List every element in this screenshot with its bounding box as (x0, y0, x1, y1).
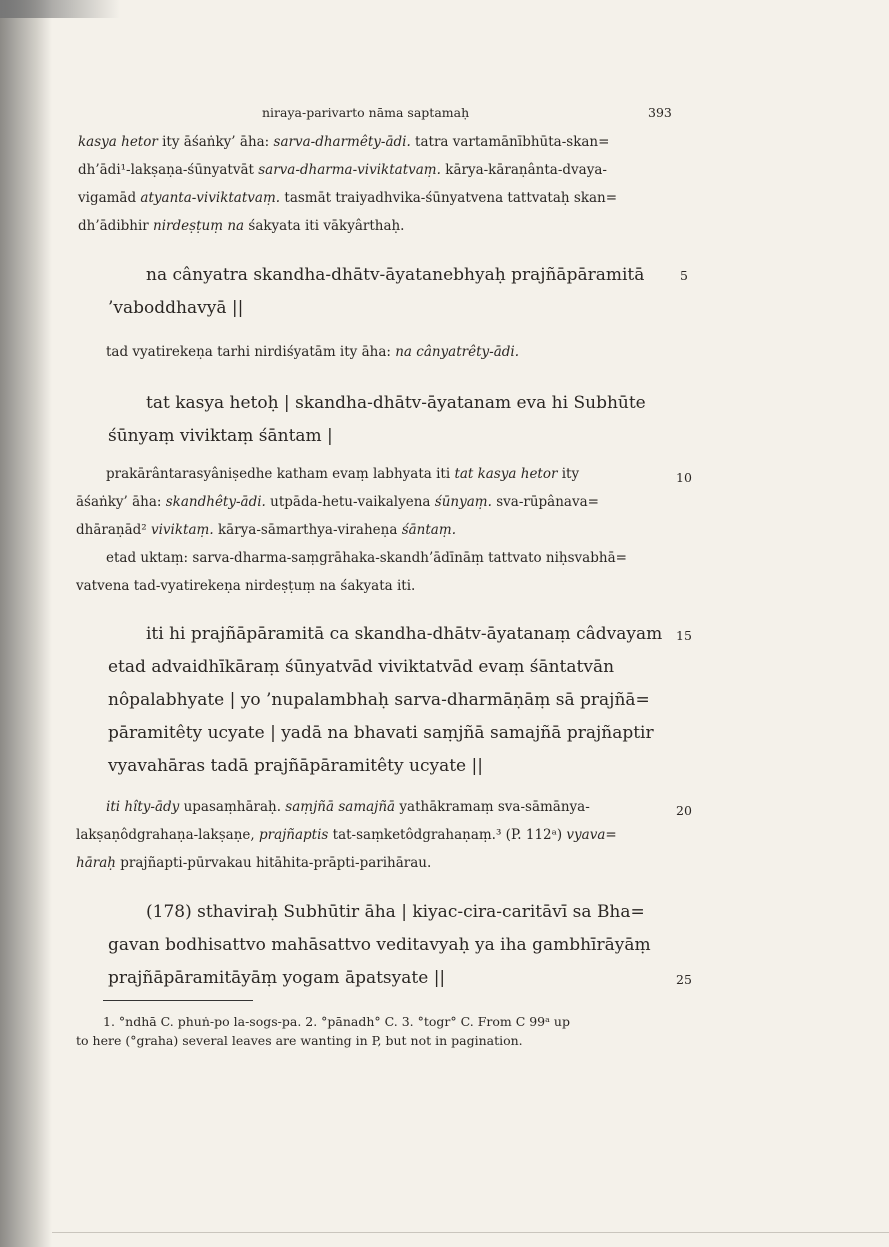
italic-segment: prajñaptis (258, 827, 329, 843)
text-segment: pāramitêty ucyate | yadā na bhavati saṃjñā samajñā prajñaptir (108, 723, 654, 743)
line-number: 25 (676, 972, 692, 987)
text-line (76, 855, 431, 871)
text-line (108, 756, 483, 776)
scan-edge (52, 1232, 889, 1233)
italic-segment: tat kasya hetor (454, 466, 558, 482)
text-segment: vyavahāras tadā prajñāpāramitêty ucyate || (108, 756, 483, 776)
text-segment: upasaṃhāraḥ. (179, 799, 286, 815)
italic-segment: viviktaṃ. (150, 522, 214, 538)
text-segment: tatra vartamānībhūta-skan= (410, 134, 610, 150)
italic-segment: śūnyaṃ. (434, 494, 492, 510)
text-line (106, 550, 627, 566)
running-title: niraya-parivarto nāma saptamaḥ (262, 105, 470, 120)
text-line (106, 799, 590, 815)
text-segment: tat kasya hetoḥ | skandha-dhātv-āyatanam eva hi Subhūte (146, 393, 646, 413)
text-line (76, 494, 599, 510)
line-number: 5 (680, 268, 688, 283)
italic-segment: saṃjñā samajñā (285, 799, 396, 815)
text-segment: prajñapti-pūrvakau hitāhita-prāpti-parihārau. (115, 855, 432, 871)
text-segment: gavan bodhisattvo mahāsattvo veditavyaḥ ya iha gambhīrāyāṃ (108, 935, 651, 955)
text-segment: ’vaboddhavyā || (108, 298, 244, 318)
text-segment: ity āśaṅky’ āha: (157, 134, 274, 150)
text-segment: kārya-kāraṇânta-dvaya- (440, 162, 607, 178)
scan-top-shadow (0, 0, 120, 18)
text-segment: sva-rūpânava= (491, 494, 599, 510)
text-line (78, 190, 617, 206)
text-line (108, 298, 243, 318)
italic-segment: iti hîty-ādy (106, 799, 180, 815)
text-segment: śūnyaṃ viviktaṃ śāntam | (108, 426, 333, 446)
text-segment: (178) sthaviraḥ Subhūtir āha | kiyac-cira-caritāvī sa Bha= (146, 902, 645, 922)
text-segment: śakyata iti vākyârthaḥ. (244, 218, 405, 234)
text-line (108, 690, 650, 710)
italic-segment: atyanta-viviktatvaṃ. (140, 190, 281, 206)
footnote-rule (103, 1000, 253, 1001)
footnote-line: to here (°graha) several leaves are wanting in P, but not in pagination. (76, 1033, 523, 1048)
italic-segment: vyava= (566, 827, 617, 843)
text-segment: kārya-sāmarthya-viraheṇa (213, 522, 402, 538)
italic-segment: hāraḥ (76, 855, 116, 871)
text-segment: etad advaidhīkāraṃ śūnyatvād viviktatvād evaṃ śāntatvān (108, 657, 615, 677)
text-segment: vatvena tad-vyatirekeṇa nirdeṣṭuṃ na śakyata iti. (76, 578, 416, 594)
text-segment: vigamād (78, 190, 141, 206)
text-segment: dhāraṇād² (76, 522, 151, 538)
text-segment: tasmāt traiyadhvika-śūnyatvena tattvataḥ skan= (280, 190, 618, 206)
text-line (76, 578, 415, 594)
text-segment: dh’ādi¹-lakṣaṇa-śūnyatvāt (78, 162, 259, 178)
text-segment: etad uktaṃ: sarva-dharma-saṃgrāhaka-skandh’ādīnāṃ tattvato niḥsvabhā= (106, 550, 627, 566)
text-line (146, 265, 644, 285)
italic-segment: skandhêty-ādi. (165, 494, 266, 510)
text-line (78, 218, 404, 234)
italic-segment: kasya hetor (78, 134, 158, 150)
text-line (108, 935, 651, 955)
text-line (108, 657, 614, 677)
italic-segment: na cânyatrêty-ādi. (395, 344, 520, 360)
text-segment: na cânyatra skandha-dhātv-āyatanebhyaḥ prajñāpāramitā (146, 265, 645, 285)
text-segment: prajñāpāramitāyāṃ yogam āpatsyate || (108, 968, 446, 988)
line-number: 10 (676, 470, 692, 485)
text-line (78, 134, 609, 150)
text-segment: tat-saṃketôdgrahaṇaṃ.³ (P. 112ᵃ) (328, 827, 567, 843)
italic-segment: śāntaṃ. (401, 522, 457, 538)
footnote-line: 1. °ndhā C. phuṅ-po la-sogs-pa. 2. °pānadh° C. 3. °togr° C. From C 99ᵃ up (103, 1014, 570, 1029)
text-line (146, 624, 662, 644)
text-line (78, 162, 607, 178)
text-segment: nôpalabhyate | yo ’nupalambhaḥ sarva-dharmāṇāṃ sā prajñā= (108, 690, 650, 710)
italic-segment: nirdeṣṭuṃ na (153, 218, 245, 234)
text-segment: ity (557, 466, 580, 482)
text-segment: prakārântarasyâniṣedhe katham evaṃ labhyata iti (106, 466, 455, 482)
text-segment: iti hi prajñāpāramitā ca skandha-dhātv-āyatanaṃ câdvayam (146, 624, 663, 644)
italic-segment: sarva-dharma-viviktatvaṃ. (258, 162, 441, 178)
text-segment: lakṣaṇôdgrahaṇa-lakṣaṇe, (76, 827, 259, 843)
text-line (106, 344, 519, 360)
line-number: 20 (676, 803, 692, 818)
text-segment: āśaṅky’ āha: (76, 494, 166, 510)
text-line (108, 723, 654, 743)
text-segment: dh’ādibhir (78, 218, 154, 234)
scan-binding-shadow (0, 0, 52, 1247)
text-line (108, 968, 445, 988)
text-line (146, 393, 646, 413)
text-line (76, 522, 456, 538)
text-segment: yathākramaṃ sva-sāmānya- (395, 799, 590, 815)
text-line (76, 827, 617, 843)
italic-segment: sarva-dharmêty-ādi. (273, 134, 411, 150)
text-segment: tad vyatirekeṇa tarhi nirdiśyatām ity āha: (106, 344, 396, 360)
page-number: 393 (648, 105, 672, 120)
text-line (146, 902, 645, 922)
text-line (106, 466, 579, 482)
text-line (108, 426, 333, 446)
line-number: 15 (676, 628, 692, 643)
text-segment: utpāda-hetu-vaikalyena (265, 494, 435, 510)
